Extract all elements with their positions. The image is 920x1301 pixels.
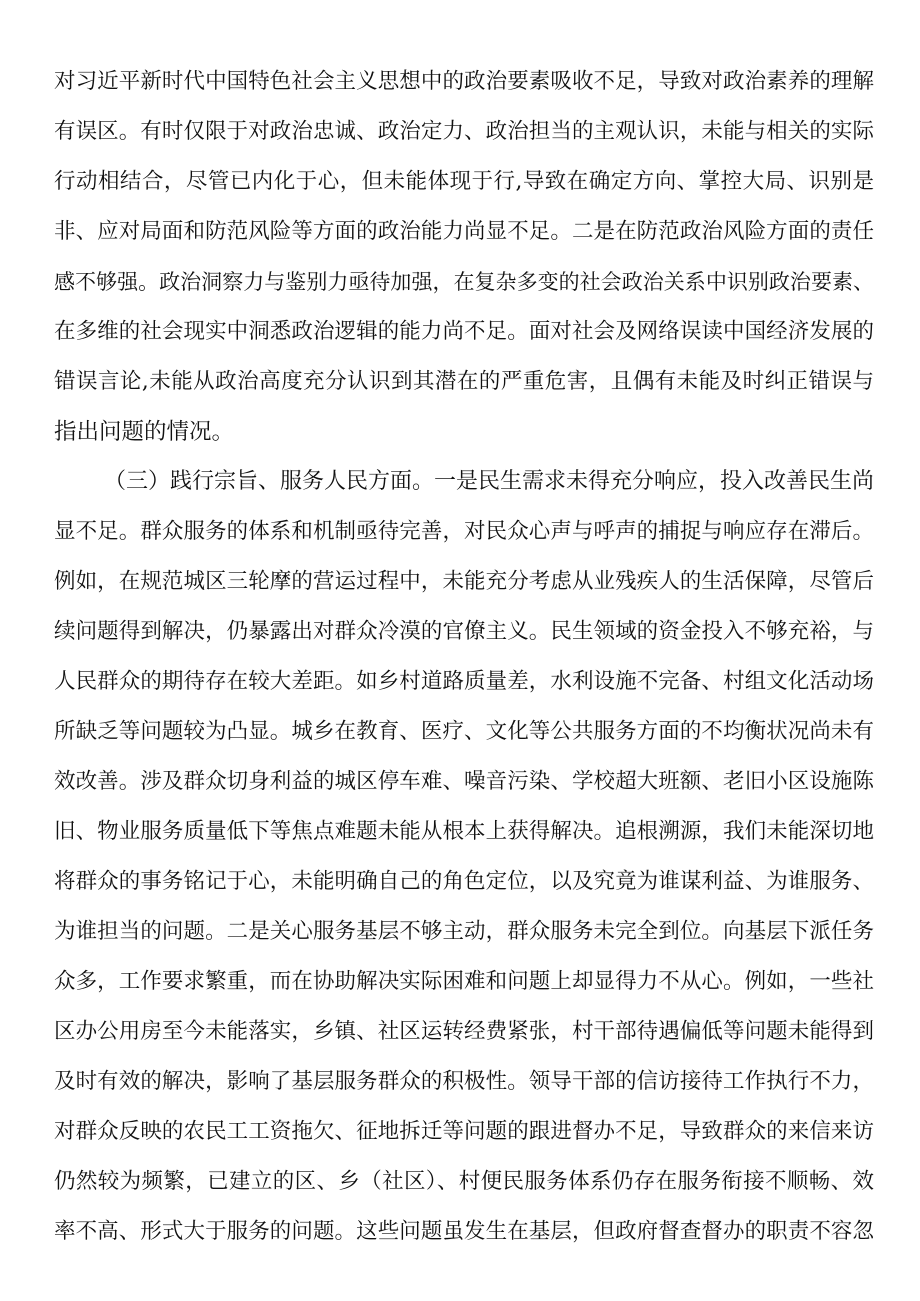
paragraph-2-line: 仍然较为频繁，已建立的区、乡（社区）、村便民服务体系仍存在服务衔接不顺畅、效	[54, 1169, 874, 1194]
paragraph-1-line: 对习近平新时代中国特色社会主义思想中的政治要素吸收不足，导致对政治素养的理解	[54, 69, 874, 94]
paragraph-2-line: 及时有效的解决，影响了基层服务群众的积极性。领导干部的信访接待工作执行不力，	[54, 1069, 874, 1094]
paragraph-2-line: 对群众反映的农民工工资拖欠、征地拆迁等问题的跟进督办不足，导致群众的来信来访	[54, 1119, 874, 1144]
paragraph-2-line: 将群众的事务铭记于心，未能明确自己的角色定位，以及究竟为谁谋利益、为谁服务、	[54, 869, 874, 894]
paragraph-1-line: 感不够强。政治洞察力与鉴别力亟待加强，在复杂多变的社会政治关系中识别政治要素、	[54, 270, 874, 294]
paragraph-1-line: 行动相结合，尽管已内化于心，但未能体现于行,导致在确定方向、掌控大局、识别是	[54, 169, 874, 194]
paragraph-2-line: 众多，工作要求繁重，而在协助解决实际困难和问题上却显得力不从心。例如，一些社	[54, 969, 874, 994]
paragraph-2-line: （三）践行宗旨、服务人民方面。一是民生需求未得充分响应，投入改善民生尚	[104, 469, 875, 494]
paragraph-2-line: 率不高、形式大于服务的问题。这些问题虽发生在基层，但政府督查督办的职责不容忽	[54, 1219, 874, 1244]
paragraph-1-line: 指出问题的情况。	[54, 419, 235, 445]
paragraph-2-line: 人民群众的期待存在较大差距。如乡村道路质量差，水利设施不完备、村组文化活动场	[54, 669, 874, 694]
paragraph-1-line: 在多维的社会现实中洞悉政治逻辑的能力尚不足。面对社会及网络误读中国经济发展的	[54, 319, 874, 344]
paragraph-2-line: 所缺乏等问题较为凸显。城乡在教育、医疗、文化等公共服务方面的不均衡状况尚未有	[54, 719, 874, 744]
paragraph-1-line: 错误言论,未能从政治高度充分认识到其潜在的严重危害，且偶有未能及时纠正错误与	[54, 369, 874, 394]
paragraph-2-line: 续问题得到解决，仍暴露出对群众冷漠的官僚主义。民生领域的资金投入不够充裕，与	[54, 619, 874, 644]
paragraph-2-line: 旧、物业服务质量低下等焦点难题未能从根本上获得解决。追根溯源，我们未能深切地	[54, 819, 874, 844]
paragraph-2-line: 显不足。群众服务的体系和机制亟待完善，对民众心声与呼声的捕捉与响应存在滞后。	[54, 519, 874, 544]
paragraph-1-line: 有误区。有时仅限于对政治忠诚、政治定力、政治担当的主观认识，未能与相关的实际	[54, 119, 874, 144]
paragraph-2-line: 例如，在规范城区三轮摩的营运过程中，未能充分考虑从业残疾人的生活保障，尽管后	[54, 569, 874, 594]
paragraph-1-line: 非、应对局面和防范风险等方面的政治能力尚显不足。二是在防范政治风险方面的责任	[54, 219, 874, 244]
paragraph-2-line: 区办公用房至今未能落实，乡镇、社区运转经费紧张，村干部待遇偏低等问题未能得到	[54, 1019, 874, 1044]
paragraph-2-line: 为谁担当的问题。二是关心服务基层不够主动，群众服务未完全到位。向基层下派任务	[54, 919, 874, 944]
paragraph-2-line: 效改善。涉及群众切身利益的城区停车难、噪音污染、学校超大班额、老旧小区设施陈	[54, 769, 874, 794]
